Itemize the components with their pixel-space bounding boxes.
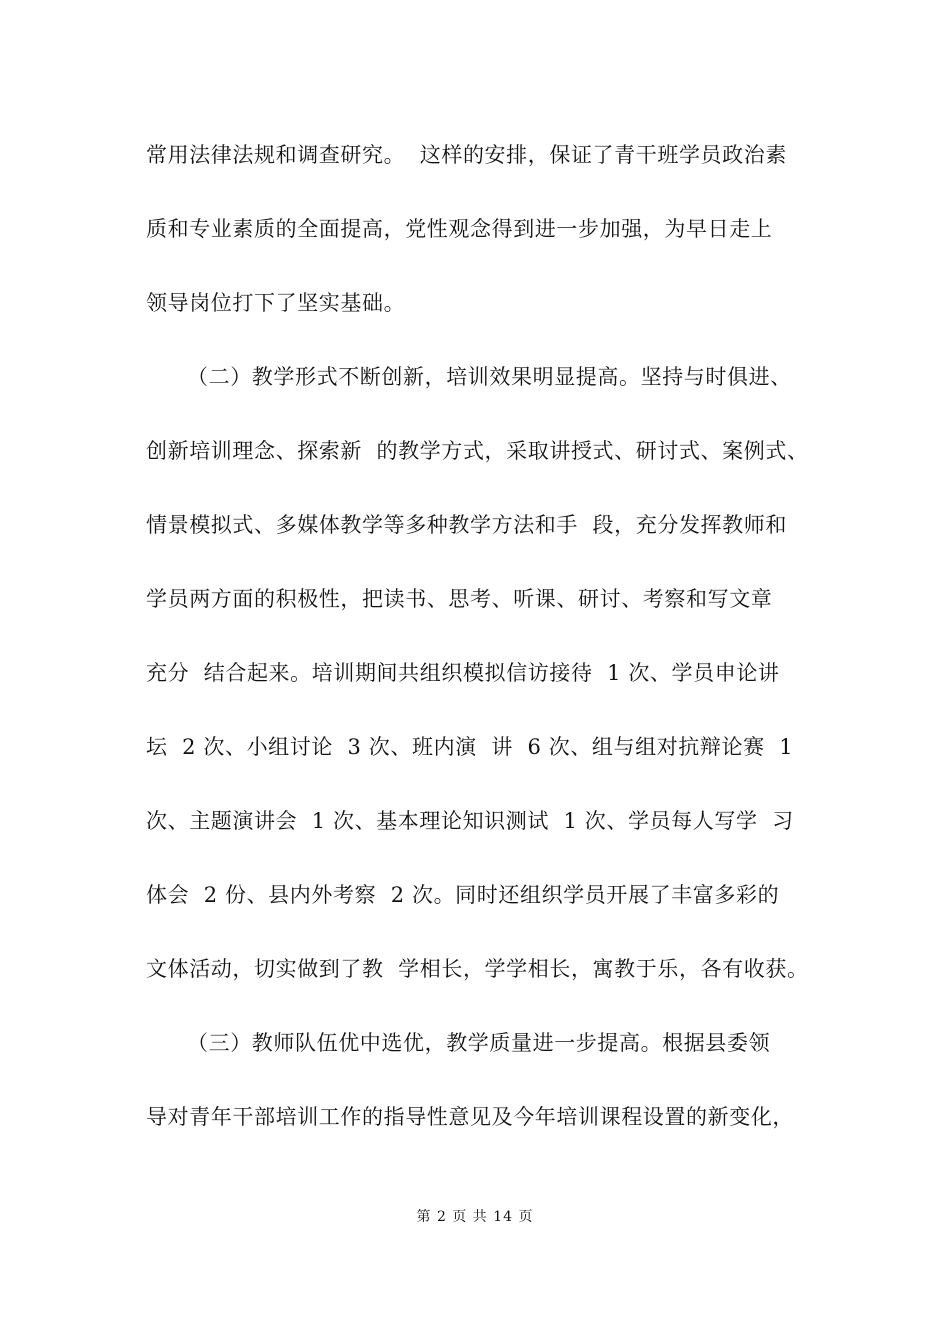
body-text-line: 导对青年干部培训工作的指导性意见及今年培训课程设置的新变化，	[146, 1105, 794, 1129]
body-text-line: 学员两方面的积极性，把读书、思考、听课、研讨、考察和写文章	[146, 587, 773, 611]
body-text-line: 文体活动，切实做到了教 学相长，学学相长，寓教于乐，各有收获。	[146, 957, 809, 981]
section-heading-line: （三）教师队伍优中选优，教学质量进一步提高。根据县委领	[187, 1031, 771, 1055]
body-text-line: 领导岗位打下了坚实基础。	[146, 291, 406, 315]
body-text-line: 次、主题演讲会 1 次、基本理论知识测试 1 次、学员每人写学 习	[146, 809, 794, 833]
page-number-footer: 第 2 页 共 14 页	[416, 1209, 534, 1225]
body-text-line: 质和专业素质的全面提高，党性观念得到进一步加强，为早日走上	[146, 217, 773, 241]
body-text-line: 情景模拟式、多媒体教学等多种教学方法和手 段，充分发挥教师和	[146, 513, 787, 537]
body-text-line: 常用法律法规和调查研究。 这样的安排，保证了青干班学员政治素	[146, 143, 787, 167]
section-heading-line: （二）教学形式不断创新，培训效果明显提高。坚持与时俱进、	[187, 365, 792, 389]
body-text-line: 创新培训理念、探索新 的教学方式，采取讲授式、研讨式、案例式、	[146, 439, 809, 463]
body-text-line: 坛 2 次、小组讨论 3 次、班内演 讲 6 次、组与组对抗辩论赛 1	[146, 735, 794, 759]
body-text-line: 充分 结合起来。培训期间共组织模拟信访接待 1 次、学员申论讲	[146, 661, 780, 685]
body-text-line: 体会 2 份、县内外考察 2 次。同时还组织学员开展了丰富多彩的	[146, 883, 780, 907]
